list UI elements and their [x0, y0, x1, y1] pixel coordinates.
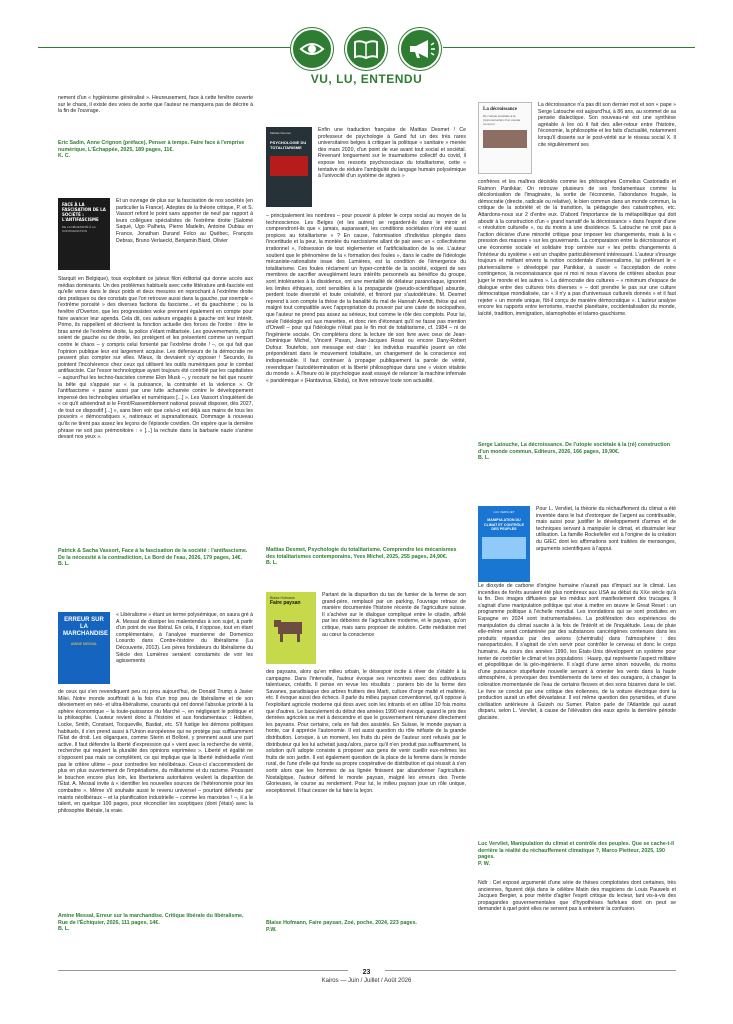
- reviewer-initials: P.W.: [266, 926, 277, 933]
- review-paragraph: Le dioxyde de carbone d'origine humaine n'aurait pas d'impact sur le climat. Les incendies de forêts auraient été plus nombreux aux USA au début du XXe siècle qu'à la fin. Des images diffusées par les médias sont manifestement des trucages. Il s'agirait d'une manipulation politique qui vise à mettre en œuvre le Great Reset : un programme politique à l'échelle mondial. Les inondations qui se sont produites en Espagne en 2024 sont instrumentalisées. La prolifération des expériences de manipulation du climat suscite à la fois de l'intérêt et de l'inquiétude. Leau de pluie elle-même serait contaminée par des substances cancérigènes contenues dans les produits répandus par des avions (chemtrails) dans l'atmosphère : des nanoparticules. Il s'agirait de s'en servir pour contrôler le cerveau et donc le corps humains. Au cours des années 1990, les États-Unis développent un système pour tenter de contrôler le climat et les populations : Haarp, qui représente l'aspect militaire et géopolitique de la géo-ingénierie. Il s'agit d'une arme sinon nouvelle, du moins d'une puissance stupéfiante nouvelle servant à orienter les vents dans la haute atmosphère, à provoquer des tremblements de terre et des ouragans, à changer la coloration momentanée de l'eau de certains fleuves et des sons bizarres dans le ciel. Le livre se conclut par une critique des éoliennes, de la voiture électrique dont la production aurait un effet dévastateur. Il est même question des pyramides, et d'une civilisation antérieure à Guizeh ou Sumer. Platon parle de l'Atlantide qui aurait disparu, selon L. Vervliet, à cause de l'élévation des eaux après la dernière période glaciaire.: [478, 583, 676, 721]
- col1-ref2-block: [58, 545, 253, 576]
- reviewer-initials: B. L.: [478, 455, 490, 462]
- review-text-paysan: [266, 669, 466, 797]
- review-paragraph: – principalement les nombres – pour pouvoir à piloter le corps social au moyen de la technoscience. Les Belges (et les autres) se regardent-ils dans le miroir et comprendront-ils que « jamais, auparavant, les conditions sociétales n'ont été aussi propices au totalitarisme » ? En cause, l'atomisation d'individus plongés dans l'incertitude et la peur, la montée du narcissisme allant de pair avec un « collectivisme irrationnel », l'obsession de tout réglementer et l'artificialisation de la vie. L'auteur soutient que le phénomène de la « formation des foules », dans le cadre de l'idéologie mécaniste-rationaliste issue des Lumières, est la condition de l'émergence du totalitarisme. Ces foules réclament un hyper-contrôle de la société, exigent de ses membres de sacrifier aveuglément leurs intérêts personnels au bénéfice du groupe, sont intolérantes à la dissidence, ont une mentalité de délateur paranoïaque, ignorent les limites éthiques, sont sensibles à la propagande (pseudo-scientifique) absurde, perdent toute diversité et toute créativité, et finiront par s'autodétruire. M. Desmet reprend à son compte la thèse de la banalité du mal de Hannah Arendt, thèse qui est malgré tout compatible avec l'appropriation du pouvoir par une caste de sociopathes, que l'auteur ne prend pas assez au sérieux, tout comme le rôle des complots. Pour lui, seule l'idéologie est aux manettes, et donc rien d'étonnant qu'il ne fasse pas mention d'Orwell – pour qui l'idéologie n'était pas le fin mot de totalitarisme, cf. 1984 – ni de l'ingénierie sociale. On complétera donc la lecture de son livre avec ceux de Jean-Dominique Michel, Vincent Pavan, Jean-Jacques Rosat ou encore Dany-Robert Dufour. Toutefois, son message est clair : les individus massifiés jouent un rôle prépondérant dans le mouvement totalitaire, un changement de la conscience est indispensable. Il faut continuer à propager publiquement la parole de vérité, revendiquer l'autodétermination et la liberté philosophique dans une « vision vitaliste du monde ». À l'heure où le psychologue avait essayé de relancer la machine infernale « pandémique » (Hantavirus, Ebola), ce livre retrouve toute son actualité.: [266, 213, 466, 384]
- eye-icon-badge: [291, 28, 333, 70]
- cover-author: Mattias Desmet: [270, 131, 291, 135]
- cover-image: [483, 130, 527, 148]
- journal-info: Kairos — Juin / Juillet / Août 2026: [321, 978, 412, 984]
- review-paragraph: « Libéralisme » étant un terme polysémique, on saura gré à A. Messal de dissiper les malentendus à son sujet, à partir d'un point de vue libéral. En cela, il s'oppose, tout en étant complémentaire, à l'analyse marxienne de Domenico Losurdo dans Contre-histoire du libéralisme (La Découverte, 2013). Les pères fondateurs du libéralisme du Siècle des Lumières seraient constamés de voir les agissements: [116, 612, 253, 665]
- reviewer-initials: B. L.: [58, 926, 70, 933]
- col3-ref6-block: [478, 439, 676, 470]
- book-icon-badge: [345, 28, 387, 70]
- section-title: VU, LU, ENTENDU: [310, 72, 423, 86]
- review-paragraph: des paysans, alors qu'en milieu urbain, le désespoir incite à rêver de s'établir à la campagne. Dans l'intervalle, l'auteur évoque ses rencontres avec des cultivateurs talentueux, créatifs. Il pense en revue les résultats : paniers bio de la ferme des Savanes, paradisiaque des arbres fruitiers des Marti, culture d'orge malté et maltérie, etc. Il évoque aussi des échecs. Il parle du milieu paysan conventionnel, qu'il oppose à l'exploitant agricole moderne qui doss avec soin les intrants et en utilise 10 fois moins que d'autres. Le basculement du début des années 1990 est évoqué, quand le prix des denrées agricoles se met à descendre et que le gouvernement rémunère directement les paysans. Pour certains, cela en fait des assistés. En Suisse, le monde paysan a honte, car il apprécie l'autonomie. Il est aussi question du rôle néfaste de la grande distribution. Lorsque, à un moment, les fruits du père de l'auteur sont refusés par le distributeur qui les lui achetait jusqu'alors, parce qu'il n'en produit pas suffisamment, la solution qu'il adopte consiste à proposer aux gens de venir cueillir eux-mêmes les fruits de son jardin. Il est également question de la place de la femme dans le monde rural, de l'une d'elle qui fonde sa propre coopérative de distribution et qui réussit à s'en sortir alors que les hommes de sa lignée finissent par abandonner l'agriculture. Nostalgique, l'auteur défend le monde paysan, malgré les erreurs des Trente Glorieuses, le course au rendement. Pour lui, le milieu paysan joue un rôle unique, exceptionnel. Il faut cesser de lui faire la leçon.: [266, 669, 466, 794]
- header-rule-right: [443, 47, 695, 48]
- header-rule-left: [38, 47, 290, 48]
- col2-ref4-block: [266, 544, 466, 575]
- reviewer-initials: B. L.: [266, 560, 278, 567]
- book-cover-faire-paysan: [266, 592, 316, 664]
- review-text-totalitarisme: [266, 213, 466, 387]
- cover-image: [482, 537, 526, 559]
- review-paragraph: de ceux qui s'en revendiquent peu ou prou aujourd'hui, de Donald Trump à Javier Milei. Notre monde souffrirait à la fois d'un trop peu de libéralisme et de son dévoiement en néo- et ultra-libéralisme, courants qui ont donné l'absolue priorité à la sphère économique – la toute-puissance du Marché –, en négligeant le politique et la philosophie. L'auteur revient donc à l'histoire et aux fondamentaux : Hobbes, Locke, Smith, Constant, Tocqueville, Bastiat, etc. S'il fustige les démons politiques habituels, il s'en prend aussi à l'Union européenne qui ne protège pas suffisamment l'État de droit. Les oligarques, comme Sterin et Bolloré, y prennent aussi une part active. Il faut défendre la liberté d'expression qui « vient avec la recherche de vérité, recherche qui requiert la pluralité des opinions exprimées ». Liberté et égalité ne s'opposent pas mais se complètent, ce qui implique que la liberté individuelle n'est pas le critère ultime – pour contredire les néolibéraux. Ceux-ci s'accommodent de plus en plus ouvertement de l'impérialisme, du militarisme et du racisme. Poussant le bouchon encore plus loin, les libertariens autoritaires veulent la disparition de l'État. A. Messal invite à « identifier les nouvelles sources de l'hétéronomie pour les combattre ». Même s'il souhaite aussi le revenu universel – pourtant défendu par maints néolibéraux – et la planification industrielle – comme les marxistes ! –, il a le talent, en quelque 100 pages, pour réconcilier les sceptiques (dont j'étais) avec la philosophie libérale, la vraie.: [58, 689, 253, 814]
- reviewer-initials: P. W.: [478, 860, 490, 867]
- review-text-liberalisme-wrap: [116, 612, 253, 668]
- review-text-liberalisme: [58, 689, 253, 817]
- cover-title: ERREUR SUR LA MARCHANDISE: [63, 617, 108, 637]
- review-paragraph: Enfin une traduction française de Mattias Desmet ! Ce professeur de psychologie à Gand fut un des très rares universitaires belges à critiquer la politique « sanitaire » menée dès mars 2020, d'un point de vue avant tout social et sociétal. Revenant longuement sur le traumatisme collectif du covid, il expose les ressorts psychosociaux du totalitarisme, cette « tentative de réduire l'ambiguïté du langage humain polysémique à l'univocité d'un système de signes »: [318, 127, 466, 180]
- review-reference: Patrick & Sacha Vassort, Face à la fascisation de la société : l'antifascisme. De la nécessité à la contradiction, Le Bord de l'eau, 2026, 179 pages, 14€.: [58, 548, 248, 561]
- col2-ref5-block: [266, 917, 466, 941]
- page-number: 23: [362, 969, 371, 976]
- cover-author: AMINE MESSAL: [70, 642, 98, 646]
- review-reference: Amine Messal, Erreur sur la marchandise. Critique libérale du libéralisme, Rue de l'Échiquier, 2026, 111 pages, 14€.: [58, 913, 244, 926]
- editor-note-text: Ndlr : Cet exposé argumenté d'une série de thèses complotistes dont certaines, très anciennes, figurent déjà dans le célèbre Matin des magiciens de Louis Pauwels et Jacques Bergier, a pour mérite d'agiter l'esprit critique du lecteur, tant vis-à-vis des propagandes gouvernementales que d'hypothèses farfelues dont on peut se demander à quel point elles ne servent pas à entretenir la confusion.: [478, 880, 676, 913]
- cover-subtitle: DE LA NÉCESSITÉ À LA CONTRADICTION: [62, 225, 96, 233]
- book-cover-decroissance: [478, 102, 532, 174]
- megaphone-icon: [401, 30, 439, 68]
- editor-note: [478, 880, 676, 916]
- review-text-paysan-wrap: [322, 592, 466, 641]
- review-text-antifascisme: [58, 276, 253, 444]
- cover-author: Blaise Hofmann: [270, 596, 295, 600]
- book-cover-totalitarisme: [266, 127, 312, 207]
- book-icon: [347, 30, 385, 68]
- cover-title: FACE À LA FASCISATION DE LA SOCIÉTÉ : L'ANTIFASCISME: [62, 202, 106, 222]
- reviewer-initials: K. C.: [58, 153, 71, 160]
- reviewer-initials: B. L.: [58, 561, 70, 568]
- cover-title: Faire paysan: [270, 600, 301, 606]
- review-text-totalitarisme-wrap: [318, 127, 466, 183]
- book-cover-antifascisme: [58, 198, 110, 270]
- cover-author: LUC VERVLIET: [493, 510, 515, 514]
- review-paragraph: La décroissance n'a pas dit son dernier mot et son « pape » Serge Latouche est aujourd'hui, à 86 ans, au sommet de sa pensée dialectique. Son nouveau-né est une synthèse agréable à lire où il fait des aller-retour entre l'histoire, l'économie, la philosophie et les faits d'actualité, notamment lorsqu'il disserte sur le post-vérité sur le réseau social X. Il cite régulièrement ses: [538, 102, 676, 148]
- cover-image: [270, 156, 308, 176]
- col1-intro-text: nement d'un « hygiénisme généralisé ». Heureusement, face à cette fenêtre ouverte sur le chaos, il existe des voies de sortie que l'auteur ne manquera pas de décrire à la fin de l'ouvrage.: [58, 95, 253, 115]
- cover-title: PSYCHOLOGIE DU TOTALITARISME: [270, 140, 307, 150]
- col3-ref7-block: [478, 838, 676, 875]
- review-reference: Mattias Desmet, Psychologie du totalitarisme. Comprendre les mécanismes des totalitarismes contemporains, Yves Michel, 2025, 255 pages, 24,90€.: [266, 547, 457, 560]
- cover-title: MANIPULATION DU CLIMAT ET CONTRÔLE DES PEUPLES: [483, 518, 525, 531]
- review-paragraph: Pour L. Vervliet, la théorie du réchauffement du climat a été inventée dans le but d'extorquer de l'argent au contribuable, mais aussi pour justifier le développement d'armes et de techniques servant à manipuler le climat, et dissimuler leur utilisation. La famille Rockefeller est à l'origine de la création du GIEC dont les affirmations sont traitées de mensonges, arguments scientifiques à l'appui.: [536, 506, 676, 552]
- review-reference: Serge Latouche, La décroissance. De l'utopie sociétale à la (ré) construction d'un monde commun, Editeurs, 2026, 166 pages, 19,90€.: [478, 442, 671, 455]
- review-reference: Eric Sadin, Anne Crignon (préface), Penser à temps. Faire face à l'emprise numérique, L'Échappée, 2025, 189 pages, 11€.: [58, 140, 245, 153]
- review-reference: Blaise Hofmann, Faire paysan, Zoé, poche, 2024, 223 pages.: [266, 920, 418, 926]
- col1-ref1-block: [58, 137, 253, 168]
- review-paragraph: Starquit en Belgique), tous exploitant ce juteux filon éditorial qui donne accès aux médias dominants. Un des problèmes habituels avec cette littérature anti-fasciste est qu'elle verse dans le deux poids et deux mesures en reprochant à l'extrême droite des pratiques ou des constats que l'on retrouve aussi dans la gauche, par exemple « l'extrême porosité » des diverses factions du fascisme... et du gauchisme ; ou la fenêtre d'Overton, que les progressistes woke prennent également en compte pour faire avancer leur agenda. Cela dit, ces auteurs engagés à gauche ont leur intérêt. Primo, ils rappellent et décrivent la fonction actuelle des forces de l'ordre : être le bras armé de l'extrême droite, la police s'étant militarisée. Les gouvernements, qu'ils soient de gauche ou de droite, les protègent et les présentent comme un rempart contre le chaos – y compris celui fomenté par l'extrême droite ! –, ce qui fait que l'opinion publique leur est largement acquise. Les défenseurs de la démocratie ne peuvent plus compter sur elles. Mieux, ils devraient s'y opposer ! Secundo, ils pointent l'incohérence chez ceux qui utilisent les outils numériques pour le combat antifasciste. Car l'essor technologique ayant toujours été contrôlé par les capitalistes – aujourd'hui les techno-fascistes comme Elon Musk –, y recourir ne fait que nourrir la bête qui s'appuie sur « la puissance, la contrainte et la violence ». Or l'antifascisme « passe aussi par une lutte acharnée contre le développement impensé des technologies virtuelles et numériques [...] ». Les Vassort s'inquiètent de « ce qu'il adviendrait si le Front/Rassemblement national pouvait disposer, dès 2027, de tout ce dispositif [...] », sans bien voir que celui-ci est déjà aux mains de tous les pouvoirs « démocratiques », nationaux et supranationaux. Dommage à nouveau qu'ils ne tirent pas assez les leçons de l'épisode covidien. On espère que la dernière phrase ne soit pas prémonitoire : « [...] la rechute dans la barbarie nazie s'anime devant nos yeux ».: [58, 276, 253, 441]
- cow-illustration: [270, 610, 312, 648]
- review-text-decroissance-wrap: [538, 102, 676, 151]
- col1-intro: [58, 95, 253, 118]
- cover-title: La décroissance: [483, 107, 517, 112]
- eye-icon: [293, 30, 331, 68]
- review-paragraph: confrères et les maîtres décédés comme les philosophes Cornelius Castoriadis et Raimon Panikkar. On retrouve plusieurs de ses fondamentaux comme la décolonisation de l'imaginaire, la sortie de l'économie, l'abondance frugale, la démocratie (directe, radicale ou relative), le bien commun dans un monde commun, la critique de la sobriété et de la transition, la pédagogie des catastrophes, etc. Attardons-nous sur 2 d'entre eux. D'abord l'importance de la métapolitique qui doit aboutir à la construction d'un « grand narratif de la décroissance » dans l'espoir d'une « révolution culturelle », ou du moins à une dissidence. S. Latouche ne croit pas à l'action décisive d'une minorité critique pour imposer les changements, mais à la « pression des masses » sur les gouvernants. La comparaison entre la décroissance et une économie sociale et solidaire trop centrée sur « les petits changements à l'intérieur du système » est un chapitre particulièrement intéressant. L'auteur s'insurge toujours et méfiant envers la notion occidentale d'universalisme, lui préférant le « pluriversalisme » développé par Panikkar, à savoir « l'acceptation de notre contingence, la reconnaissance que ni moi ni nous n'avons de critères absolus pour juger le monde et les autres ». La démocratie des cultures – « minimum d'espace de dialogue entre des cultures très diverses » – doit prendre le pas sur une culture démocratique mondialisée, car « il n'y a pas d'universaux culturels donnés » et il faut rejeter « un monde unique, fût-il conçu de manière démocratique ». L'auteur analyse encore les rapports entre terrorisme, marché planétaire, occidentalisation du monde, laïcité, tradition, immigration, islamophobie et islamo-gauchisme.: [478, 179, 676, 317]
- review-paragraph: Partant de la disparition du tas de fumier de la ferme de son grand-père, remplacé par un parking, l'ouvrage retrace de manière documentée l'histoire récente de l'agriculture suisse. Il s'achève sur le dialogue compliqué entre le citadin, affolé par les déboires de l'agriculture moderne, et le paysan, qu'on critique, mais sans proposer de solution. Cette médiation met au cœur la conscience: [322, 592, 466, 638]
- review-text-decroissance: [478, 179, 676, 320]
- col1-ref3-block: [58, 910, 253, 941]
- cover-subtitle: De l'utopie sociétale à la (ré)construction d'un monde commun: [483, 114, 521, 126]
- review-reference: Luc Vervliet, Manipulation du climat et contrôle des peuples. Que se cache-t-il derrière la réalité du réchauffement climatique ?, Marco Pietteur, 2025, 190 pages.: [478, 841, 675, 861]
- page-footer: [0, 969, 733, 984]
- review-text-climat-wrap: [536, 506, 676, 555]
- megaphone-icon-badge: [399, 28, 441, 70]
- review-text-climat: [478, 583, 676, 724]
- review-text-antifascisme-wrap: [116, 198, 253, 247]
- book-cover-manipulation-climat: [478, 506, 530, 582]
- review-paragraph: Et un ouvrage de plus sur la fascisation de nos sociétés (en particulier la France). Adeptes de la théorie critique, P. et S. Vassort refont le point sans apporter de neuf par rapport à leurs collègues spécialistes de l'extrême droite (Salomé Saqué, Ugo Palheta, Pierre Madelin, Antoine Dubiau en France, Jonathan Durand Folco au Québec, François Debras, Bruno Verlaeckt, Benjamin Biard, Olivier: [116, 198, 253, 244]
- book-cover-erreur: [58, 612, 110, 684]
